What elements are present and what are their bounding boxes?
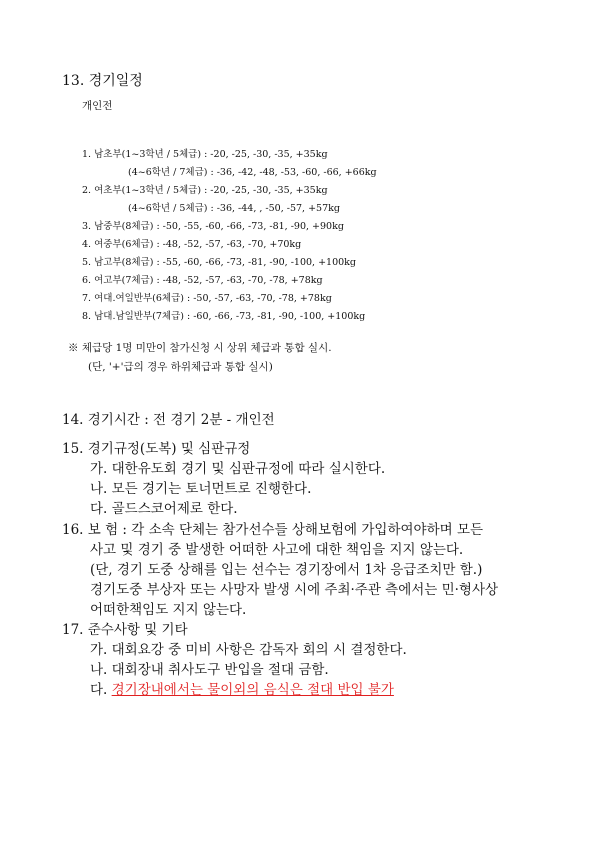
section-16-line: (단, 경기 도중 상해를 입는 선수는 경기장에서 1차 응급조치만 함.) [90, 562, 483, 578]
weight-class-line: 8. 남대.남일반부(7체급) : -60, -66, -73, -81, -90, -100, +100kg [82, 311, 366, 322]
note-exception: (단, '+'급의 경우 하위체급과 통합 실시) [88, 361, 273, 373]
section-13-subtitle: 개인전 [82, 100, 113, 112]
weight-class-line: 7. 여대.여일반부(6체급) : -50, -57, -63, -70, -78, +78kg [82, 293, 332, 304]
section-14-title: 14. 경기시간 : 전 경기 2분 - 개인전 [62, 412, 275, 428]
section-17-item-warning [90, 678, 394, 698]
weight-class-line: 1. 남초부(1~3학년 / 5체급) : -20, -25, -30, -35, +35kg [82, 149, 328, 160]
section-17-title: 17. 준수사항 및 기타 [62, 622, 188, 638]
section-13-title: 13. 경기일정 [62, 73, 143, 89]
weight-class-line: 5. 남고부(8체급) : -55, -60, -66, -73, -81, -90, -100, +100kg [82, 257, 357, 268]
warning-text: 경기장내에서는 물이외의 음식은 절대 반입 불가 [111, 682, 394, 698]
section-16-line: 사고 및 경기 중 발생한 어떠한 사고에 대한 책임을 지지 않는다. [90, 542, 464, 558]
section-15-item: 다. 골드스코어제로 한다. [90, 501, 238, 517]
weight-class-line: 6. 여고부(7체급) : -48, -52, -57, -63, -70, -78, +78kg [82, 275, 323, 286]
weight-class-line: (4~6학년 / 7체급) : -36, -42, -48, -53, -60, -66, +66kg [128, 167, 377, 178]
note-merge-rule: ※ 체급당 1명 미만이 참가신청 시 상위 체급과 통합 실시. [68, 342, 332, 354]
section-16-line: 어떠한책임도 지지 않는다. [90, 602, 247, 618]
section-17-item: 나. 대회장내 취사도구 반입을 절대 금함. [90, 662, 329, 678]
warning-prefix: 다. [90, 682, 112, 698]
section-16-line: 경기도중 부상자 또는 사망자 발생 시에 주최·주관 측에서는 민·형사상 [90, 582, 499, 598]
weight-class-line: (4~6학년 / 5체급) : -36, -44, , -50, -57, +57kg [128, 203, 340, 214]
weight-class-line: 2. 여초부(1~3학년 / 5체급) : -20, -25, -30, -35, +35kg [82, 185, 328, 196]
weight-class-line: 3. 남중부(8체급) : -50, -55, -60, -66, -73, -81, -90, +90kg [82, 221, 344, 232]
section-17-item: 가. 대회요강 중 미비 사항은 감독자 회의 시 결정한다. [90, 642, 407, 658]
weight-class-line: 4. 여중부(6체급) : -48, -52, -57, -63, -70, +70kg [82, 239, 302, 250]
section-16-title: 16. 보 험 : 각 소속 단체는 참가선수들 상해보험에 가입하여야하며 모든 [62, 522, 484, 538]
section-15-item: 나. 모든 경기는 토너먼트로 진행한다. [90, 481, 312, 497]
section-15-title: 15. 경기규정(도복) 및 심판규정 [62, 441, 251, 457]
section-15-item: 가. 대한유도회 경기 및 심판규정에 따라 실시한다. [90, 461, 386, 477]
